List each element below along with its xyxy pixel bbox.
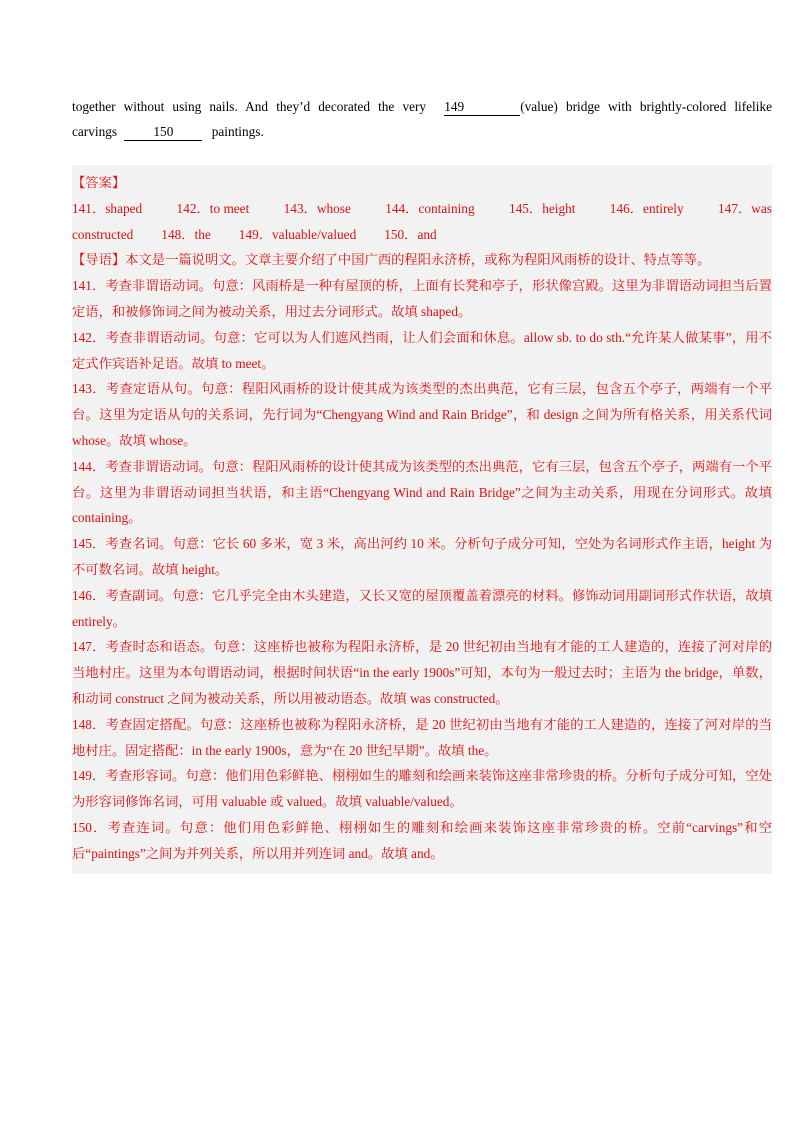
explanation-145: 145．考查名词。句意：它长 60 多米，宽 3 米，高出河约 10 米。分析句子成分可知，空处为名词形式作主语，height 为不可数名词。故填 height。 [72,536,772,577]
explanation-143: 143．考查定语从句。句意：程阳风雨桥的设计使其成为该类型的杰出典范，它有三层，包含五个亭子，两端有一个平台。这里为定语从句的关系词，先行词为“Chengyang Wind and Rain Bridge”，和 design 之间为所有格关系，用关系代词 whose。故填 whose。 [72,381,772,448]
passage-line2-after: paintings. [211,124,264,139]
explanation-142: 142．考查非谓语动词。句意：它可以为人们遮风挡雨，让人们会面和休息。allow sb. to do sth.“允许某人做某事”，用不定式作宾语补足语。故填 to meet。 [72,329,772,371]
passage-line1-after: (value) bridge with brightly-colored lifelike [520,99,772,114]
passage-line2-before: carvings [72,124,118,139]
answer-box [72,165,772,874]
passage-line1-before: together without using nails. And they’d decorated the very [72,99,427,114]
answer-item: 149．valuable/valued [238,226,357,242]
answer-header: 【答案】 [72,175,126,190]
guide-paragraph: 【导语】本文是一篇说明文。文章主要介绍了中国广西的程阳永济桥，或称为程阳风雨桥的设计、特点等等。 [72,252,711,268]
answer-item: 147．was [718,200,772,216]
explanation-149: 149．考查形容词。句意：他们用色彩鲜艳、栩栩如生的雕刻和绘画来装饰这座非常珍贵的桥。分析句子成分可知，空处为形容词修饰名词，可用 valuable 或 valued。故填 valuable/valued。 [72,768,772,810]
answer-item: 143．whose [283,200,351,216]
answer-item: 148．the [161,226,211,242]
answer-item: 145．height [508,200,576,216]
blank-149: 149 [444,98,520,116]
passage-line-1 [72,94,772,119]
answer-list [72,196,772,248]
answer-item: 150．and [384,226,437,242]
answer-row-1 [72,196,772,222]
answer-content [72,170,772,867]
passage-text [72,94,772,144]
answer-row-2 [72,222,772,248]
explanation-141: 141．考查非谓语动词。句意：风雨桥是一种有屋顶的桥，上面有长凳和亭子，形状像宫殿。这里为非谓语动词担当后置定语，和被修饰词之间为被动关系，用过去分词形式。故填 shaped。 [72,278,772,319]
answer-item: 146．entirely [609,200,684,216]
answer-item: 144．containing [385,200,475,216]
answer-item: 141．shaped [72,200,143,216]
passage-line-2 [72,119,772,144]
explanation-144: 144．考查非谓语动词。句意：程阳风雨桥的设计使其成为该类型的杰出典范，它有三层，包含五个亭子，两端有一个平台。这里为非谓语动词担当状语，和主语“Chengyang Wind and Rain Bridge”之间为主动关系，用现在分词形式。故填 containing。 [72,458,772,526]
explanation-150: 150．考查连词。句意：他们用色彩鲜艳、栩栩如生的雕刻和绘画来装饰这座非常珍贵的桥。空前“carvings”和空后“paintings”之间为并列关系，所以用并列连词 and。故填 and。 [72,819,772,861]
explanation-146: 146．考查副词。句意：它几乎完全由木头建造，又长又宽的屋顶覆盖着漂亮的材料。修饰动词用副词形式作状语，故填 entirely。 [72,587,772,629]
answer-item: 142．to meet [176,200,250,216]
explanation-148: 148．考查固定搭配。句意：这座桥也被称为程阳永济桥，是 20 世纪初由当地有才能的工人建造的，连接了河对岸的当地村庄。固定搭配：in the early 1900s，意为“在 20 世纪早期”。故填 the。 [72,716,772,758]
answer-item: constructed [72,226,134,242]
blank-150: 150 [124,123,202,141]
explanation-147: 147．考查时态和语态。句意：这座桥也被称为程阳永济桥，是 20 世纪初由当地有才能的工人建造的，连接了河对岸的当地村庄。这里为本句谓语动词，根据时间状语“in the early 1900s”可知，本句为一般过去时；主语为 the bridge，单数，和动词 construct 之间为被动关系，所以用被动语态。故填 was constructed。 [72,639,772,706]
